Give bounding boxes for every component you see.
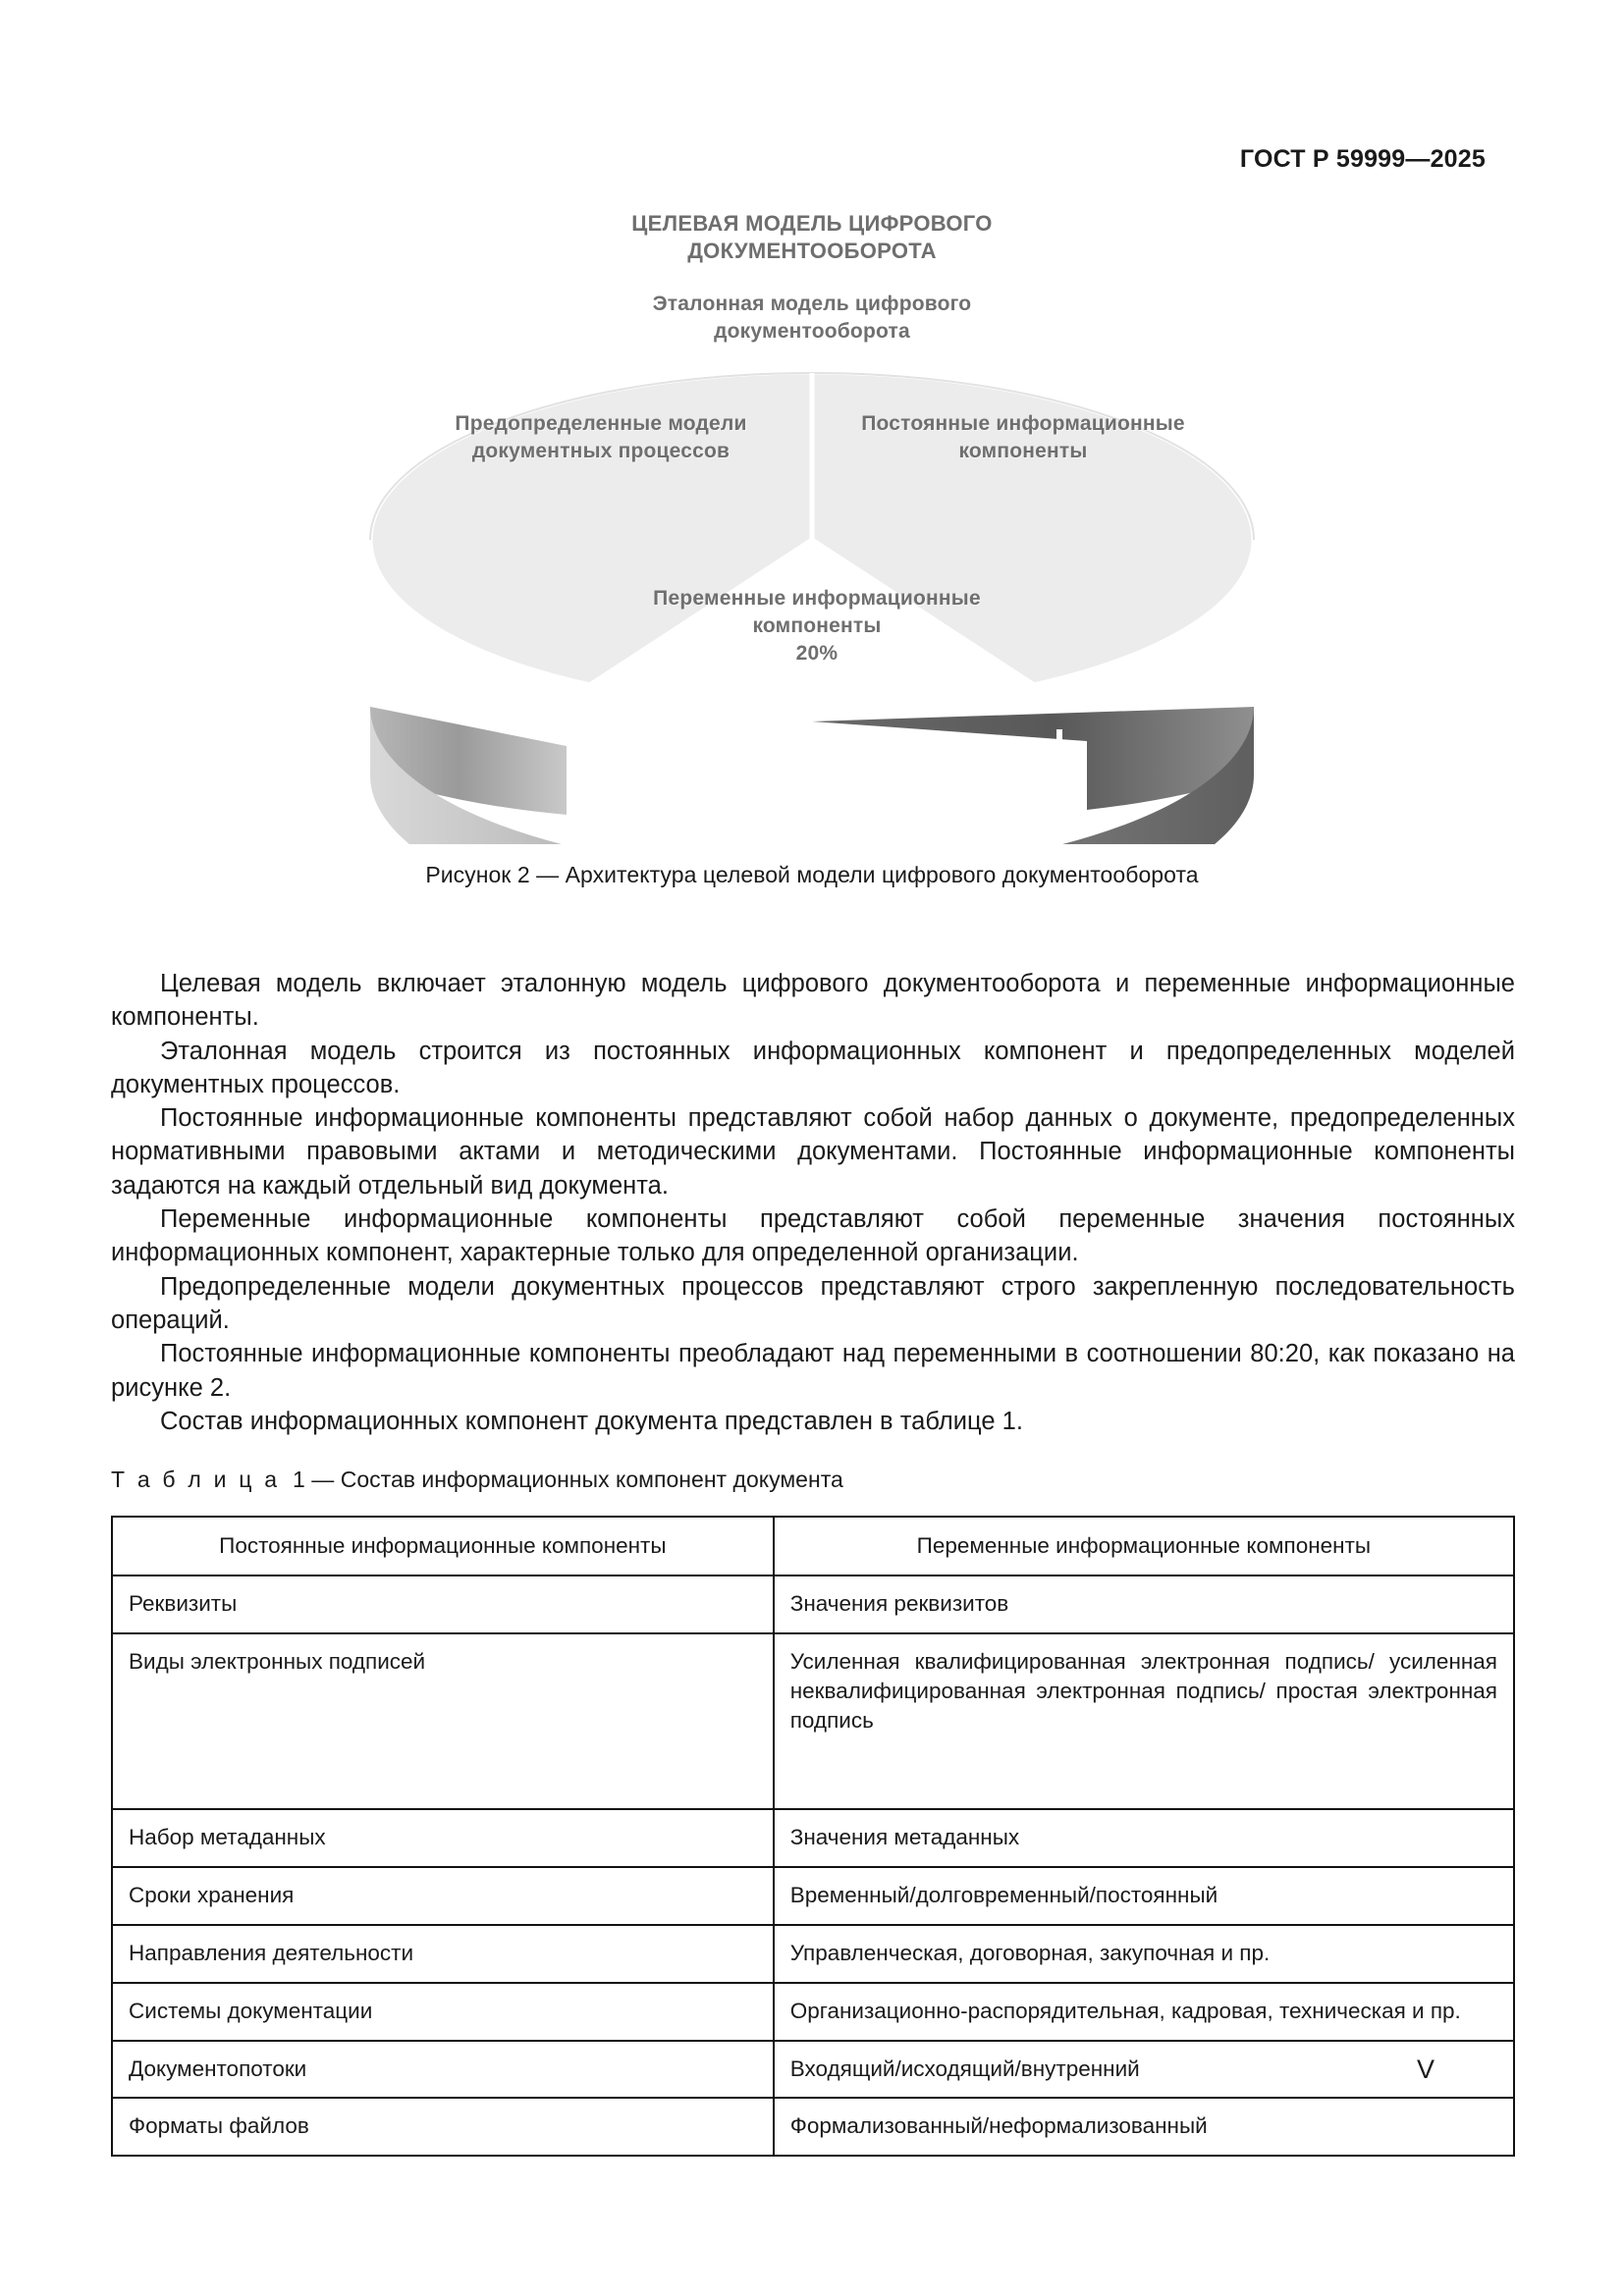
table-caption-label: Т а б л и ц а <box>111 1467 281 1492</box>
table-cell-constant: Виды электронных подписей <box>112 1633 774 1809</box>
table-header <box>112 1517 1514 1575</box>
table-cell-constant: Направления деятельности <box>112 1925 774 1983</box>
page-number: V <box>1417 2055 1435 2084</box>
table-1-caption <box>111 1467 843 1493</box>
table-cell-constant: Документопотоки <box>112 2041 774 2099</box>
table-header-variable-components: Переменные информационные компоненты <box>774 1517 1514 1575</box>
table-row <box>112 1575 1514 1633</box>
figure-2-block <box>0 210 1624 888</box>
pie-label-predefined-process-models: Предопределенные модели документных процессов <box>455 412 747 462</box>
table-cell-variable: Формализованный/неформализованный <box>774 2098 1514 2156</box>
pie-chart-3d <box>321 275 1303 844</box>
table-cell-variable: Значения реквизитов <box>774 1575 1514 1633</box>
table-row <box>112 1867 1514 1925</box>
table-cell-variable: Значения метаданных <box>774 1809 1514 1867</box>
table-cell-variable: Управленческая, договорная, закупочная и пр. <box>774 1925 1514 1983</box>
pie-side-wall-right <box>812 707 1254 810</box>
information-components-table <box>111 1516 1515 2157</box>
chart-title <box>586 210 1038 265</box>
pie-chart-svg <box>321 275 1303 844</box>
table-caption-number: 1 <box>293 1467 305 1492</box>
pie-label-variable-percent: 20% <box>795 641 839 665</box>
table-row <box>112 1983 1514 2041</box>
table-body <box>112 1575 1514 2156</box>
table-header-row <box>112 1517 1514 1575</box>
paragraph-7: Состав информационных компонент документа представлен в таблице 1. <box>160 1407 1023 1435</box>
table-row <box>112 1633 1514 1809</box>
table-row <box>112 1925 1514 1983</box>
table-row <box>112 2098 1514 2156</box>
table-cell-constant: Реквизиты <box>112 1575 774 1633</box>
table-cell-variable: Входящий/исходящий/внутренний <box>774 2041 1514 2099</box>
table-cell-constant: Форматы файлов <box>112 2098 774 2156</box>
paragraph-1: Целевая модель включает эталонную модель цифрового документооборота и переменные информационные компоненты. <box>111 970 1515 1032</box>
figure-caption: Рисунок 2 — Архитектура целевой модели цифрового документооборота <box>425 862 1199 888</box>
pie-label-variable-text: Переменные информационные компоненты <box>653 587 981 637</box>
table-cell-variable: Организационно-распорядительная, кадровая, техническая и пр. <box>774 1983 1514 2041</box>
table-cell-constant: Сроки хранения <box>112 1867 774 1925</box>
chart-title-line-2: ДОКУМЕНТООБОРОТА <box>687 239 937 264</box>
table-cell-constant: Набор метаданных <box>112 1809 774 1867</box>
paragraph-5: Предопределенные модели документных процессов представляют строго закрепленную последовательность операций. <box>111 1272 1515 1334</box>
pie-label-variable-information-components <box>606 585 1028 667</box>
paragraph-3: Постоянные информационные компоненты представляют собой набор данных о документе, предопределенных нормативными правовыми актами и методическими документами. Постоянные информационные компоненты задаются на каждый отдельный вид документа. <box>111 1104 1515 1200</box>
table-cell-constant: Системы документации <box>112 1983 774 2041</box>
running-head-standard-number: ГОСТ Р 59999—2025 <box>1239 145 1486 173</box>
table-row <box>112 2041 1514 2099</box>
paragraph-6: Постоянные информационные компоненты преобладают над переменными в соотношении 80:20, как показано на рисунке 2. <box>111 1340 1515 1402</box>
pie-label-reference-model: Эталонная модель цифрового документооборота <box>652 293 972 343</box>
body-text-block <box>111 967 1515 1438</box>
paragraph-4: Переменные информационные компоненты представляют собой переменные значения постоянных информационных компонент, характерные только для определенной организации. <box>111 1205 1515 1267</box>
chart-title-line-1: ЦЕЛЕВАЯ МОДЕЛЬ ЦИФРОВОГО <box>631 211 993 236</box>
table-header-constant-components: Постоянные информационные компоненты <box>112 1517 774 1575</box>
table-cell-variable: Усиленная квалифицированная электронная подпись/ усиленная неквалифицированная электронная подпись/ простая электронная подпись <box>774 1633 1514 1809</box>
table-row <box>112 1809 1514 1867</box>
paragraph-2: Эталонная модель строится из постоянных информационных компонент и предопределенных моделей документных процессов. <box>111 1037 1515 1098</box>
table-caption-text: — Состав информационных компонент документа <box>311 1467 843 1492</box>
pie-label-constant-information-components: Постоянные информационные компоненты <box>861 412 1185 462</box>
table-cell-variable: Временный/долговременный/постоянный <box>774 1867 1514 1925</box>
